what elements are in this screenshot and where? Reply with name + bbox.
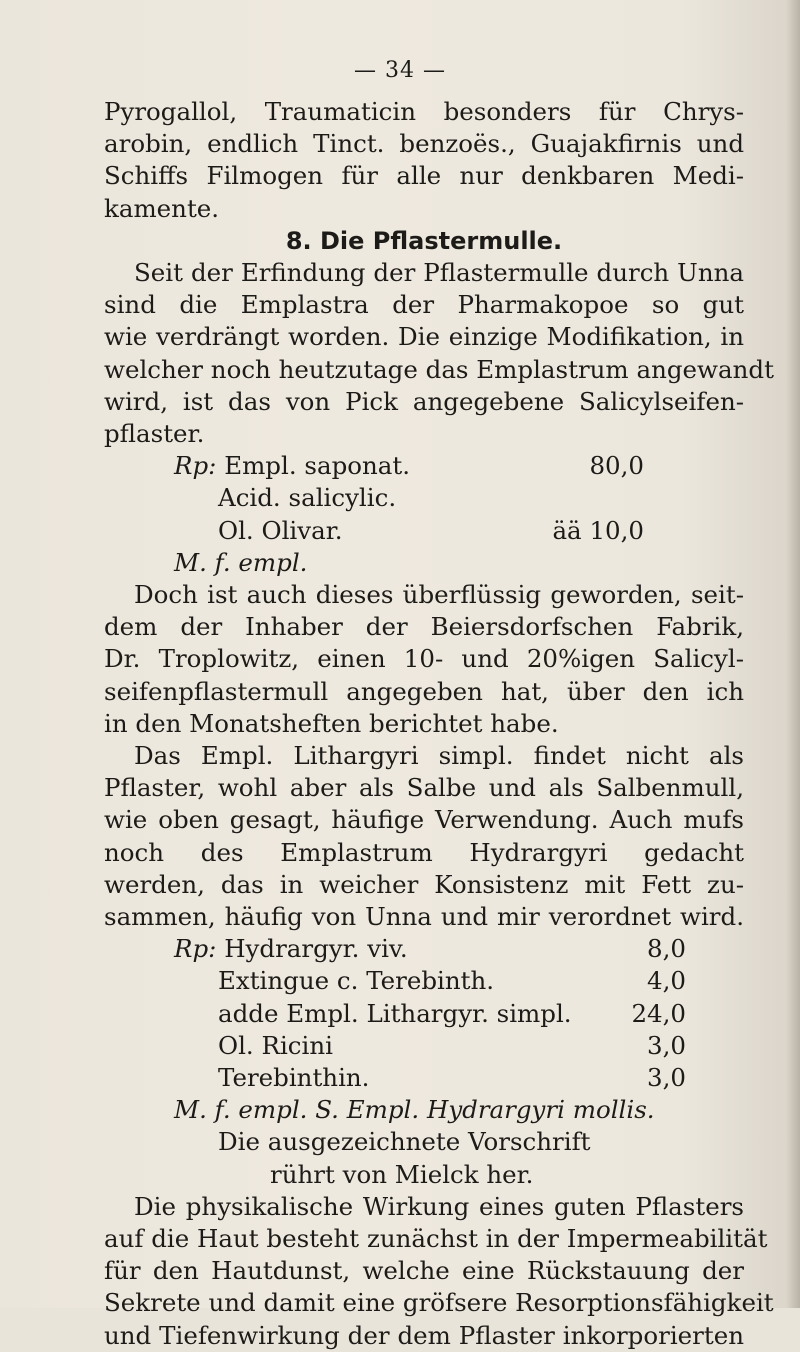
para5-line-4: Sekrete und damit eine gröfsere Resorptionsfähigkeit: [104, 1288, 774, 1318]
recipe1-ingredient: Empl. saponat.: [224, 451, 411, 481]
recipe1-ingredient: Acid. salicylic.: [218, 483, 397, 513]
recipe2-note: rührt von Mielck her.: [270, 1159, 534, 1189]
recipe2-amount: 24,0: [631, 998, 686, 1028]
section-heading: 8. Die Pflastermulle.: [285, 226, 563, 255]
recipe1-line-3: [104, 515, 744, 547]
recipe2-note-line-1: [104, 1126, 744, 1158]
recipe2-ingredient: Extingue c. Terebinth.: [218, 966, 495, 996]
page-edge-shadow: [786, 0, 800, 1308]
para3-line-1: Doch ist auch dieses überflüssig geworden, seit-: [134, 579, 744, 609]
para4-line-4: noch des Emplastrum Hydrargyri gedacht: [104, 837, 744, 867]
recipe2-ingredient: Hydrargyr. viv.: [224, 934, 408, 964]
recipe2-line-3: [104, 998, 744, 1030]
recipe2-amount: 4,0: [647, 966, 686, 996]
para2-line-5: wird, ist das von Pick angegebene Salicylseifen-: [104, 386, 744, 416]
recipe2-ingredient: Terebinthin.: [218, 1062, 370, 1092]
recipe2-note: Die ausgezeichnete Vorschrift: [218, 1127, 591, 1157]
page-number: — 34 —: [354, 58, 446, 83]
recipe2-line-5: [104, 1062, 744, 1094]
recipe2-footer: M. f. empl. S. Empl. Hydrargyri mollis.: [174, 1095, 655, 1125]
para2-line-3: wie verdrängt worden. Die einzige Modifikation, in: [104, 322, 744, 352]
recipe1-prefix: Rp:: [174, 451, 217, 481]
para4-line-2: Pflaster, wohl aber als Salbe und als Salbenmull,: [104, 773, 744, 803]
recipe2-amount: 3,0: [647, 1030, 686, 1060]
para5-line-1: Die physikalische Wirkung eines guten Pflasters: [134, 1191, 744, 1221]
recipe1-ingredient: Ol. Olivar.: [218, 515, 343, 545]
para4-line-3: wie oben gesagt, häufige Verwendung. Auch mufs: [104, 805, 744, 835]
para3-line-5: in den Monatsheften berichtet habe.: [104, 708, 559, 738]
para5-line-2: auf die Haut besteht zunächst in der Impermeabilität: [104, 1223, 768, 1253]
para1-line-2: arobin, endlich Tinct. benzoës., Guajakfirnis und: [104, 129, 744, 159]
para3-line-3: Dr. Troplowitz, einen 10- und 20%igen Salicyl-: [104, 644, 744, 674]
recipe1-line-2: [104, 482, 744, 514]
recipe2-amount: 3,0: [647, 1062, 686, 1092]
para3-line-2: dem der Inhaber der Beiersdorfschen Fabrik,: [104, 612, 744, 642]
recipe2-ingredient: adde Empl. Lithargyr. simpl.: [218, 998, 572, 1028]
para1-line-1: Pyrogallol, Traumaticin besonders für Chrys-: [104, 97, 744, 126]
recipe2-amount: 8,0: [647, 934, 686, 964]
para5-line-5: und Tiefenwirkung der dem Pflaster inkorporierten: [104, 1320, 744, 1350]
recipe1-amount: 80,0: [589, 451, 644, 481]
recipe2-line-4: [104, 1030, 744, 1062]
recipe2-prefix: Rp:: [174, 934, 217, 964]
para2-line-4: welcher noch heutzutage das Emplastrum angewandt: [104, 354, 774, 384]
recipe1-footer-line: [104, 547, 744, 579]
recipe2-line-2: [104, 965, 744, 997]
recipe2-line-1: [104, 933, 744, 965]
body-text: [104, 96, 774, 1352]
recipe2-note-line-2: [104, 1159, 744, 1191]
para2-line-1: Seit der Erfindung der Pflastermulle durch Unna: [134, 258, 744, 288]
recipe1-footer: M. f. empl.: [174, 547, 308, 577]
para4-line-1: Das Empl. Lithargyri simpl. findet nicht als: [134, 741, 744, 770]
para2-line-2: sind die Emplastra der Pharmakopoe so gut: [104, 290, 744, 320]
para4-line-5: werden, das in weicher Konsistenz mit Fett zu-: [104, 869, 744, 899]
recipe2-ingredient: Ol. Ricini: [218, 1030, 333, 1060]
recipe1-line-1: [104, 450, 744, 482]
recipe2-footer-line: [104, 1094, 744, 1126]
para1-line-3: Schiffs Filmogen für alle nur denkbaren Medi-: [104, 161, 744, 191]
para3-line-4: seifenpflastermull angegeben hat, über den ich: [104, 676, 744, 706]
para4-line-6: sammen, häufig von Unna und mir verordnet wird.: [104, 902, 744, 932]
recipe1-amount: ää 10,0: [552, 515, 644, 545]
para2-line-6: pflaster.: [104, 419, 205, 449]
para5-line-3: für den Hautdunst, welche eine Rückstauung der: [104, 1256, 744, 1286]
para1-line-4: kamente.: [104, 193, 220, 223]
